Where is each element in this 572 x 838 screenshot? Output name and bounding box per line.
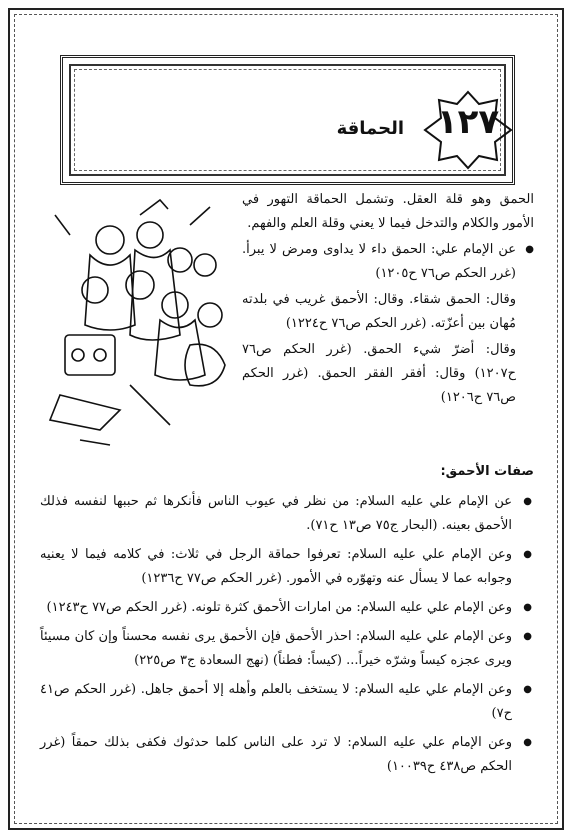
chapter-title: الحماقة	[336, 118, 404, 139]
quote-item: وقال: أضرّ شيء الحمق. (غرر الحكم ص٧٦ ح١٢٠٧) وقال: أفقر الفقر الحمق. (غرر الحكم ص٧٦ ح١٢٠٦)	[242, 342, 516, 405]
list-item: ● وعن الإمام علي عليه السلام: لا ترد على الناس كلما حدثوك فكفى بذلك حمقاً (غرر الحكم ص٤٣٨ ح١٠٠٣٩)	[40, 731, 534, 779]
section-heading: صفات الأحمق:	[440, 464, 534, 479]
list-item: ● عن الإمام علي عليه السلام: من نظر في عيوب الناس فأنكرها ثم حببها لنفسه فذلك الأحمق بعينه. (البحار ج٧٥ ص١٣ ح٧١).	[40, 490, 534, 538]
traits-section	[40, 460, 534, 784]
list-item: ● وعن الإمام علي عليه السلام: تعرفوا حماقة الرجل في ثلاث: في كلامه فيما لا يعنيه وجوابه عما لا يسأل عنه وتهوّره في الأمور. (غرر الحكم ص٧٧ ح١٢٣٦)	[40, 543, 534, 591]
list-item: ● وعن الإمام علي عليه السلام: من امارات الأحمق كثرة تلونه. (غرر الحكم ص٧٧ ح١٢٤٣)	[40, 596, 534, 620]
chapter-number: ١٢٧	[436, 102, 500, 142]
list-item: ● وعن الإمام علي عليه السلام: احذر الأحمق فإن الأحمق يرى نفسه محسناً وإن كان مسيئاً ويرى عجزه كيساً وشرّه خيراً... (كيساً: فطناً) (نهج السعادة ج٣ ص٢٢٥)	[40, 625, 534, 673]
crowd-illustration	[40, 195, 235, 450]
intro-paragraph: الحمق وهو قلة العقل. وتشمل الحماقة التهور في الأمور والكلام والتدخل فيما لا يعني وقلة العلم والفهم.	[242, 192, 534, 231]
quote-item: وقال: الحمق شقاء. وقال: الأحمق غريب في بلدته مُهان بين أعزّته. (غرر الحكم ص٧٦ ح١٢٢٤)	[242, 292, 516, 331]
quote-item: ● عن الإمام علي: الحمق داء لا يداوى ومرض لا يبرأ. (غرر الحكم ص٧٦ ح١٢٠٥)	[242, 238, 534, 286]
intro-block	[242, 188, 534, 410]
list-item: ● وعن الإمام علي عليه السلام: لا يستخف بالعلم وأهله إلا أحمق جاهل. (غرر الحكم ص٤١ ح٧)	[40, 678, 534, 726]
